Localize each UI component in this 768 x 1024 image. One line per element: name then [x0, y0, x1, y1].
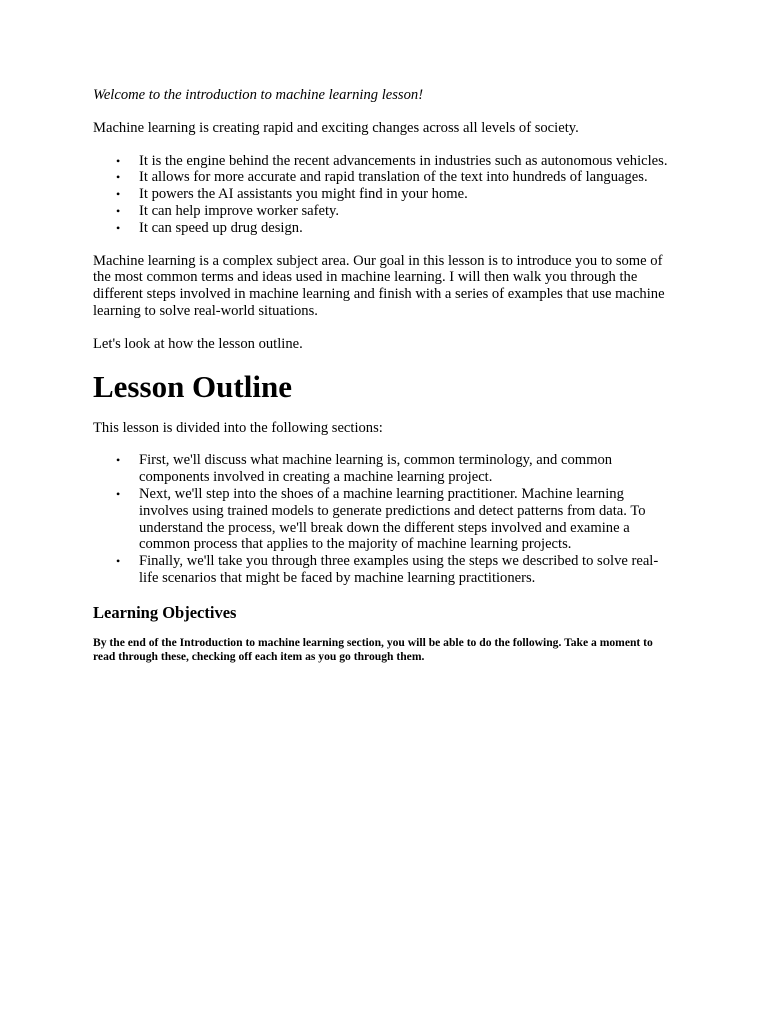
- list-item: [116, 219, 674, 237]
- lesson-outline-heading: Lesson Outline: [93, 368, 292, 404]
- bullet-icon: •: [116, 453, 121, 468]
- bullet-icon: •: [116, 153, 121, 168]
- bullet-icon: •: [116, 187, 121, 202]
- list-item-text: Next, we'll step into the shoes of a machine learning practitioner. Machine learning involves using trained models to generate predictions and detect patterns from data. To understand the process, we'll break down the different steps involved and examine a common process that applies to the majority of machine learning projects.: [139, 485, 646, 553]
- list-item: [116, 485, 674, 553]
- transition-paragraph: Let's look at how the lesson outline.: [93, 335, 303, 352]
- list-item-text: First, we'll discuss what machine learning is, common terminology, and common components involved in creating a machine learning project.: [139, 452, 613, 486]
- intro-bullet-list: [93, 153, 674, 237]
- outline-bullet-list: [93, 452, 674, 586]
- list-item: [116, 553, 674, 587]
- learning-objectives-heading: Learning Objectives: [93, 602, 237, 622]
- list-item-text: It can speed up drug design.: [139, 219, 303, 236]
- list-item: [116, 186, 674, 203]
- list-item-text: It can help improve worker safety.: [139, 202, 340, 219]
- bullet-icon: •: [116, 203, 121, 218]
- bullet-icon: •: [116, 220, 121, 235]
- list-item: [116, 152, 674, 170]
- bullet-icon: •: [116, 486, 121, 501]
- goal-paragraph: Machine learning is a complex subject area. Our goal in this lesson is to introduce you to some of the most common terms and ideas used in machine learning. I will then walk you through the different steps involved in machine learning and finish with a series of examples that use machine learning to solve real-world situations.: [93, 252, 665, 319]
- list-item-text: It powers the AI assistants you might find in your home.: [139, 186, 468, 203]
- bullet-icon: •: [116, 170, 121, 185]
- list-item: [116, 452, 674, 486]
- intro-lead-paragraph: Machine learning is creating rapid and exciting changes across all levels of society.: [93, 119, 579, 136]
- list-item-text: Finally, we'll take you through three examples using the steps we described to solve real-life scenarios that might be faced by machine learning practitioners.: [139, 553, 659, 586]
- welcome-text: Welcome to the introduction to machine learning lesson!: [93, 87, 424, 103]
- list-item: [116, 169, 674, 186]
- list-item-text: It is the engine behind the recent advancements in industries such as autonomous vehicles.: [139, 152, 668, 169]
- bullet-icon: •: [116, 554, 121, 569]
- learning-objectives-text: By the end of the Introduction to machine learning section, you will be able to do the following. Take a moment to read through these, checking off each item as you go through them.: [93, 635, 653, 663]
- outline-lead-paragraph: This lesson is divided into the following sections:: [93, 419, 383, 436]
- list-item: [116, 202, 674, 220]
- list-item-text: It allows for more accurate and rapid translation of the text into hundreds of languages.: [139, 169, 648, 186]
